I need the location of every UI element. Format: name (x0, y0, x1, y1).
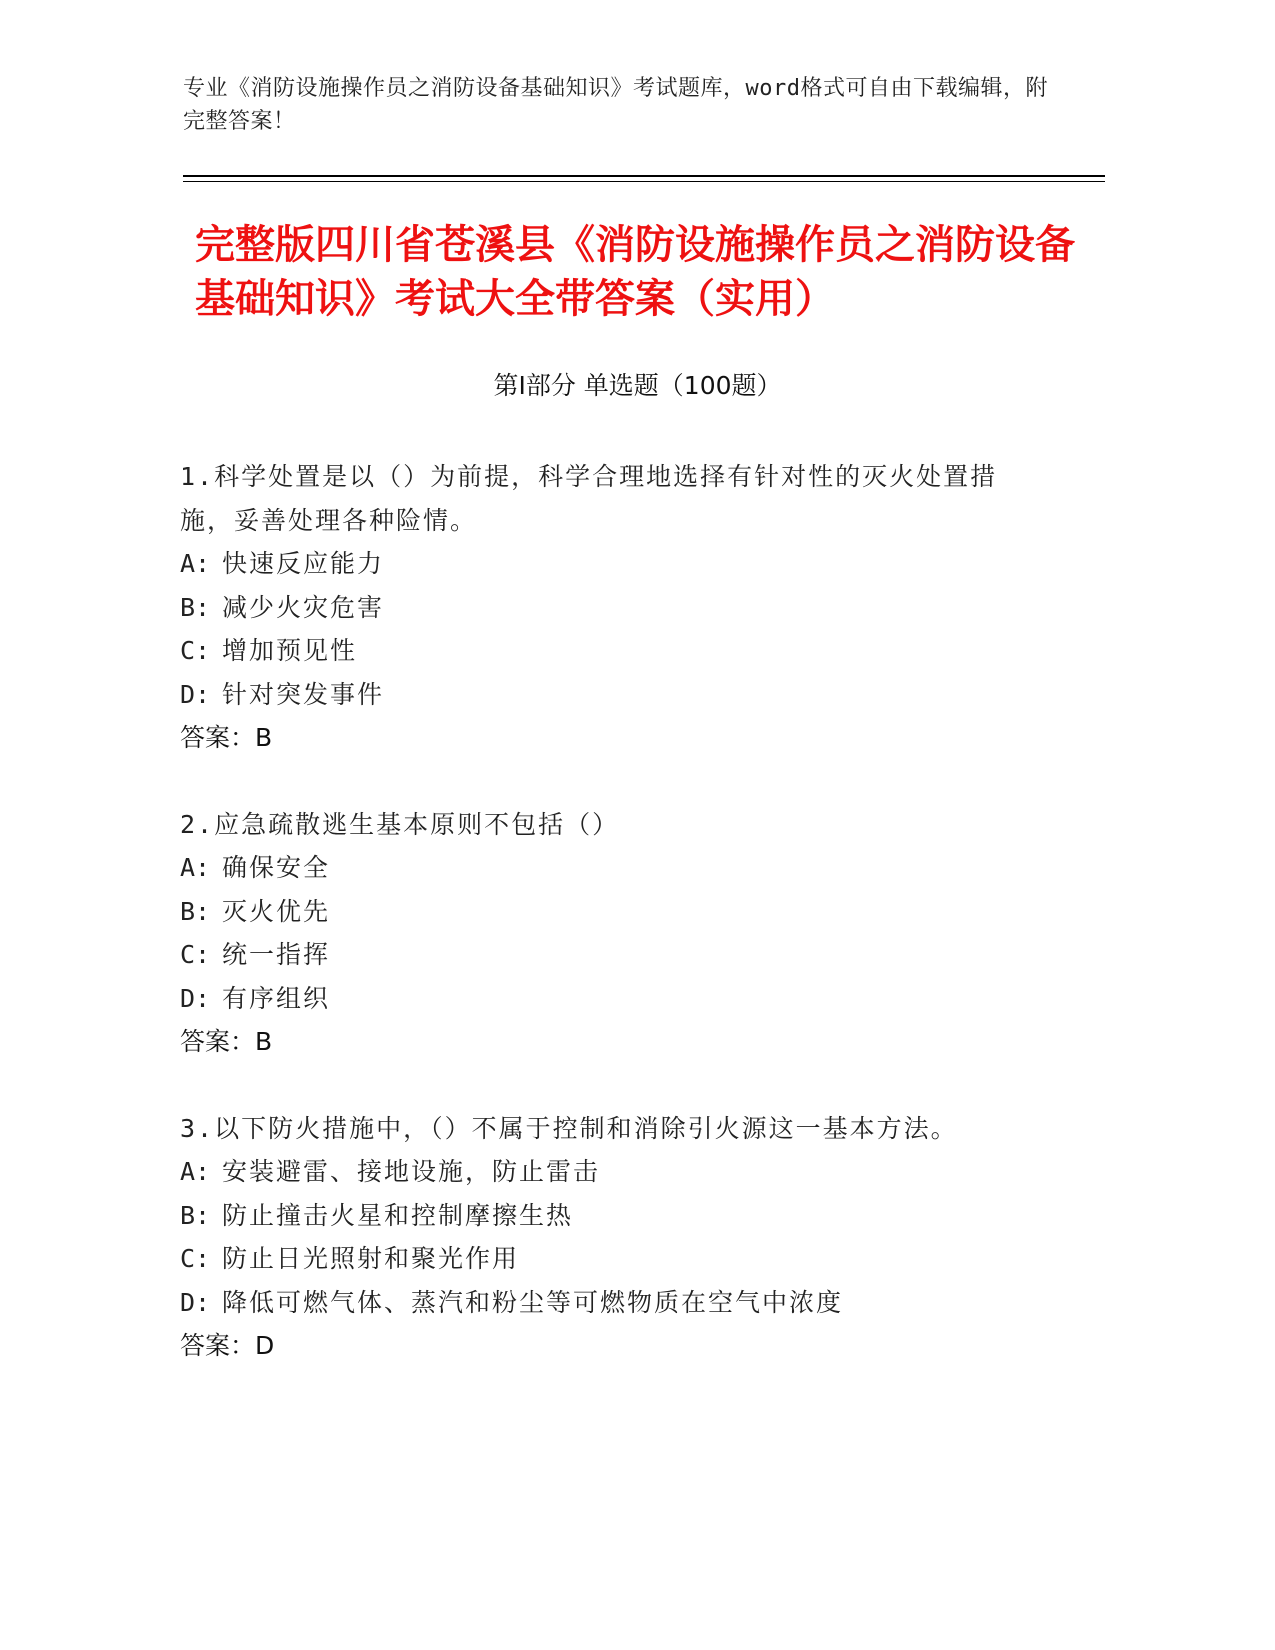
header-rule-thin (183, 181, 1105, 182)
option-letter: A: (180, 549, 211, 578)
option-a (180, 846, 1040, 890)
option-b (180, 890, 1040, 934)
option-c (180, 933, 1040, 977)
option-d (180, 977, 1040, 1021)
option-text: 统一指挥 (222, 940, 331, 969)
question-stem: 3.以下防火措施中，（）不属于控制和消除引火源这一基本方法。 (180, 1113, 958, 1143)
option-text: 降低可燃气体、蒸汽和粉尘等可燃物质在空气中浓度 (222, 1287, 844, 1317)
question-list (180, 455, 1040, 1411)
document-title: 完整版四川省苍溪县《消防设施操作员之消防设备基础知识》考试大全带答案（实用） (195, 222, 1075, 322)
question-1 (180, 455, 1040, 760)
header-rule-thick (183, 175, 1105, 177)
option-text: 防止日光照射和聚光作用 (222, 1244, 520, 1273)
option-text: 有序组织 (222, 983, 331, 1013)
option-text: 防止撞击火星和控制摩擦生热 (222, 1200, 574, 1230)
option-letter: C: (180, 636, 211, 665)
option-text: 快速反应能力 (222, 549, 385, 578)
option-d (180, 1281, 1040, 1325)
answer-line: 答案：D (180, 1331, 275, 1360)
option-letter: D: (180, 679, 211, 709)
option-text: 确保安全 (222, 853, 331, 882)
option-letter: A: (180, 853, 211, 882)
header-note: 专业《消防设施操作员之消防设备基础知识》考试题库，word格式可自由下载编辑，附完整答案！ (183, 76, 1048, 134)
option-d (180, 673, 1040, 717)
option-letter: B: (180, 1200, 211, 1230)
option-b (180, 1194, 1040, 1238)
option-letter: B: (180, 592, 211, 622)
question-stem: 2.应急疏散逃生基本原则不包括（） (180, 809, 620, 839)
option-text: 针对突发事件 (222, 679, 385, 709)
option-letter: D: (180, 1287, 211, 1317)
question-stem: 1.科学处置是以（）为前提，科学合理地选择有针对性的灭火处置措施，妥善处理各种险情。 (180, 462, 998, 535)
option-c (180, 629, 1040, 673)
option-letter: A: (180, 1157, 211, 1186)
answer-line: 答案：B (180, 1027, 273, 1056)
option-text: 安装避雷、接地设施，防止雷击 (222, 1157, 601, 1186)
option-letter: B: (180, 896, 211, 926)
question-3 (180, 1107, 1040, 1368)
section-title: 第Ⅰ部分 单选题（100题） (493, 371, 782, 400)
answer-line: 答案：B (180, 723, 273, 752)
option-text: 增加预见性 (222, 636, 358, 665)
question-2 (180, 803, 1040, 1064)
option-c (180, 1237, 1040, 1281)
option-letter: C: (180, 1244, 211, 1273)
option-text: 减少火灾危害 (222, 592, 385, 622)
option-letter: D: (180, 983, 211, 1013)
option-b (180, 586, 1040, 630)
option-a (180, 1150, 1040, 1194)
option-a (180, 542, 1040, 586)
option-text: 灭火优先 (222, 896, 331, 926)
option-letter: C: (180, 940, 211, 969)
